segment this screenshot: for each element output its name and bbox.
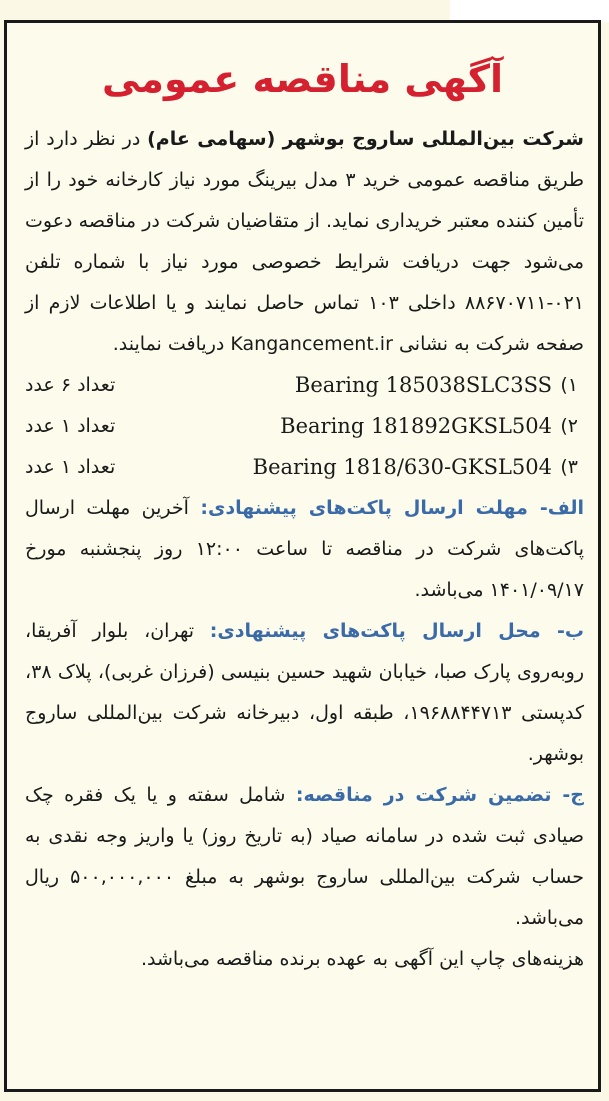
item-number: ۲) [560,415,578,437]
notice-body [25,119,584,980]
item-number: ۳) [560,456,578,478]
footer-note: هزینه‌های چاپ این آگهی به عهده برنده مناقصه می‌باشد. [140,948,584,970]
section-guarantee-head: ج- تضمین شرکت در مناقصه: [295,784,584,806]
list-item [25,447,578,488]
notice-title: آگهی مناقصه عمومی [101,57,504,101]
item-qty: تعداد ۱ عدد [25,456,116,478]
notice-frame [4,20,601,1092]
section-address-head: ب- محل ارسال پاکت‌های پیشنهادی: [209,620,584,642]
item-name: Bearing 1818/630-GKSL504 [252,455,552,479]
item-qty: تعداد ۶ عدد [25,374,116,396]
intro-text: در نظر دارد از طریق مناقصه عمومی خرید ۳ مدل بیرینگ مورد نیاز کارخانه خود را از تأمین کننده معتبر خریداری نماید. از متقاضیان شرکت در مناقصه دعوت می‌شود جهت دریافت شرایط خصوصی مورد نیاز با شماره تلفن ۰۲۱-۸۸۶۷۰۷۱۱ داخلی ۱۰۳ تماس حاصل نمایند و یا اطلاعات لازم از صفحه شرکت به نشانی Kangancement.ir دریافت نمایند. [25,128,585,355]
company-name: شرکت بین‌المللی ساروج بوشهر (سهامی عام) [147,128,584,150]
item-name: Bearing 185038SLC3SS [294,373,552,397]
list-item [25,365,578,406]
section-address [25,611,584,775]
section-address-text: تهران، بلوار آفریقا، روبه‌روی پارک صبا، خیابان شهید حسین بنیسی (فرزان غربی)، پلاک ۳۸، کدپستی ۱۹۶۸۸۴۴۷۱۳، طبقه اول، دبیرخانه شرکت بین‌المللی ساروج بوشهر. [25,620,584,765]
section-guarantee [25,775,584,939]
section-guarantee-text: شامل سفته و یا یک فقره چک صیادی ثبت شده در سامانه صیاد (به تاریخ روز) یا واریز وجه نقدی به حساب شرکت بین‌المللی ساروج بوشهر به مبلغ ۵۰۰,۰۰۰,۰۰۰ ریال می‌باشد. [25,784,584,929]
list-item [25,406,578,447]
item-list [25,365,584,488]
section-deadline-text: آخرین مهلت ارسال پاکت‌های شرکت در مناقصه تا ساعت ۱۲:۰۰ روز پنجشنبه مورخ ۱۴۰۱/۰۹/۱۷ می‌باشد. [25,497,585,601]
intro-paragraph [25,119,584,365]
top-strip [450,0,609,22]
item-number: ۱) [560,374,578,396]
section-deadline [25,488,584,611]
item-name: Bearing 181892GKSL504 [280,414,552,438]
section-deadline-head: الف- مهلت ارسال پاکت‌های پیشنهادی: [200,497,584,519]
item-qty: تعداد ۱ عدد [25,415,116,437]
